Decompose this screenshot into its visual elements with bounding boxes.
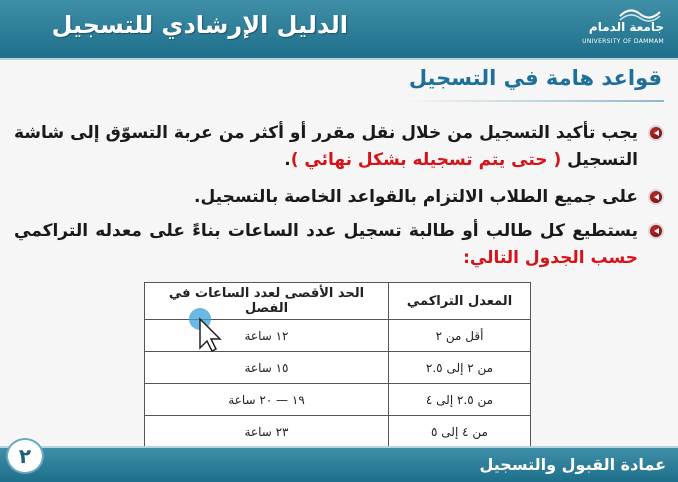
- header-bar: [0, 0, 678, 60]
- page-title: الدليل الإرشادي للتسجيل: [51, 11, 348, 39]
- table-cell-gpa: من ٢ إلى ٢.٥: [389, 352, 531, 384]
- page-number-badge: ٢: [6, 438, 44, 474]
- table-cell-hours: ٢٣ ساعة: [145, 416, 389, 448]
- footer-text: عمادة القبول والتسجيل: [479, 455, 666, 474]
- bullet-highlight: حسب الجدول التالي:: [463, 248, 638, 268]
- section-title: قواعد هامة في التسجيل: [408, 66, 662, 90]
- table-cell-gpa: من ٤ إلى ٥: [389, 416, 531, 448]
- credit-hours-table: [144, 282, 531, 448]
- bullet-item: [14, 184, 664, 211]
- logo-english-text: UNIVERSITY OF DAMMAM: [582, 38, 664, 45]
- section-divider: [404, 100, 664, 102]
- logo-arabic-text: جامعة الدمام: [588, 20, 664, 34]
- table-row: [145, 352, 531, 384]
- table-cell-hours: ١٥ ساعة: [145, 352, 389, 384]
- table-cell-hours: ١٢ ساعة: [145, 320, 389, 352]
- table-row: [145, 384, 531, 416]
- table-cell-hours: ١٩ — ٢٠ ساعة: [145, 384, 389, 416]
- table-cell-gpa: من ٢.٥ إلى ٤: [389, 384, 531, 416]
- university-logo: [556, 6, 668, 52]
- column-header-max-hours: الحد الأقصى لعدد الساعات في الفصل: [145, 283, 389, 320]
- bullet-text: على جميع الطلاب الالتزام بالقواعد الخاصة بالتسجيل.: [194, 187, 638, 207]
- bullet-item: [14, 120, 664, 174]
- table-cell-gpa: أقل من ٢: [389, 320, 531, 352]
- bullet-arrow-icon: [648, 125, 664, 141]
- bullet-highlight: ( حتى يتم تسجيله بشكل نهائي ): [290, 150, 562, 170]
- mouse-pointer-icon: [188, 308, 222, 352]
- bullet-text: يستطيع كل طالب أو طالبة تسجيل عدد الساعات بناءً على معدله التراكمي حسب الجدول التالي:: [14, 221, 638, 268]
- bullet-item: [14, 218, 664, 272]
- table-row: [145, 416, 531, 448]
- bullet-text: يجب تأكيد التسجيل من خلال نقل مقرر أو أكثر من عربة التسوّق إلى شاشة التسجيل ( حتى يتم تسجيله بشكل نهائي ).: [14, 123, 638, 170]
- bullet-arrow-icon: [648, 223, 664, 239]
- footer-bar: [0, 446, 678, 482]
- bullet-arrow-icon: [648, 189, 664, 205]
- column-header-gpa: المعدل التراكمي: [389, 283, 531, 320]
